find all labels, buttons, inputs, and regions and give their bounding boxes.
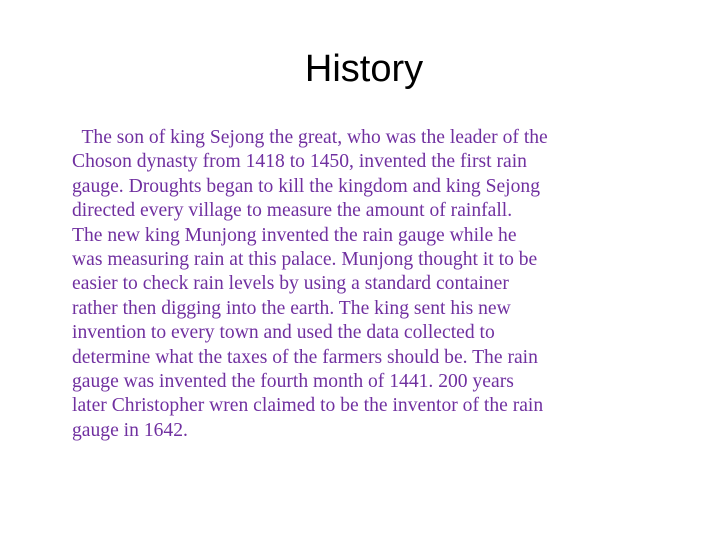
body-line: rather then digging into the earth. The king sent his new	[72, 297, 511, 319]
body-line: invention to every town and used the data collected to	[72, 322, 495, 344]
body-line: was measuring rain at this palace. Munjong thought it to be	[72, 249, 538, 271]
slide-body-text	[72, 126, 684, 443]
body-line: gauge was invented the fourth month of 1441. 200 years	[72, 371, 514, 393]
body-line: directed every village to measure the amount of rainfall.	[72, 200, 513, 222]
slide-title: History	[304, 48, 424, 90]
body-line: determine what the taxes of the farmers should be. The rain	[72, 346, 538, 368]
body-line: gauge. Droughts began to kill the kingdom and king Sejong	[72, 175, 541, 197]
body-line: gauge in 1642.	[72, 419, 188, 441]
body-line: later Christopher wren claimed to be the inventor of the rain	[72, 395, 544, 417]
body-line: The new king Munjong invented the rain gauge while he	[72, 224, 517, 246]
body-line: Choson dynasty from 1418 to 1450, invented the first rain	[72, 151, 527, 173]
body-line: easier to check rain levels by using a standard container	[72, 273, 509, 295]
body-line: The son of king Sejong the great, who was the leader of the	[72, 127, 548, 148]
